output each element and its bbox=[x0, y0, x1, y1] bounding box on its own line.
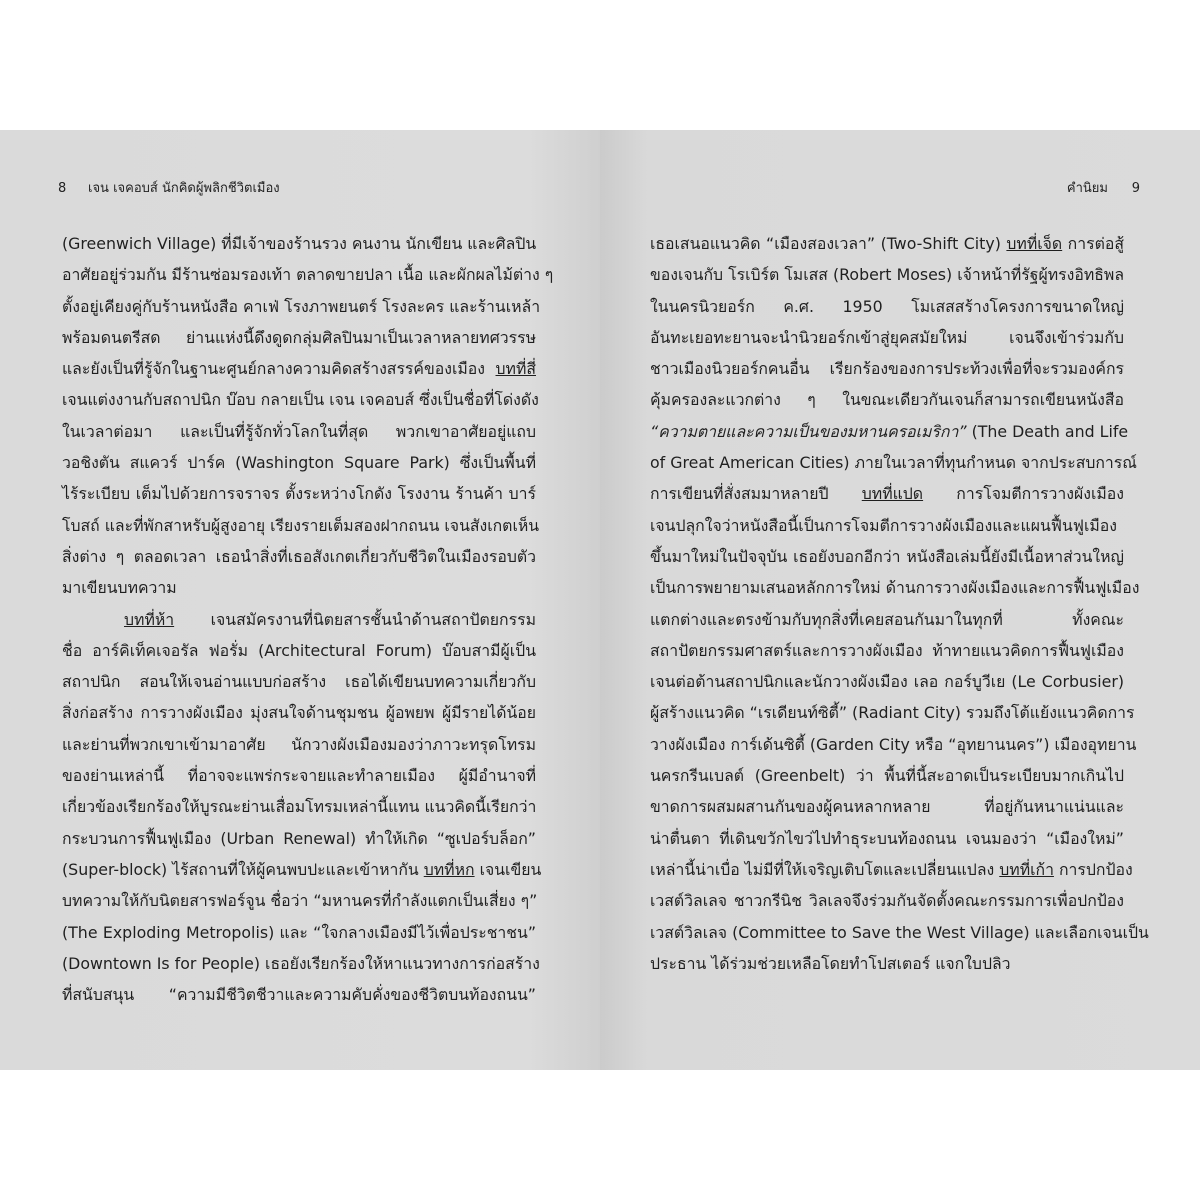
text-line bbox=[650, 353, 1124, 384]
text-line bbox=[650, 291, 1124, 322]
text-run: (The Death and Life bbox=[966, 421, 1129, 441]
text-line bbox=[62, 823, 536, 854]
text-line bbox=[62, 572, 536, 603]
right-running-header bbox=[1067, 177, 1140, 198]
right-page bbox=[600, 130, 1200, 1070]
text-run: ผู้สร้างแนวคิด “เรเดียนท์ซิตี้” (Radiant City) รวมถึงโต้แย้งแนวคิดการ bbox=[650, 703, 1135, 723]
text-run: (Downtown Is for People) เธอยังเรียกร้องให้หาแนวทางการก่อสร้าง bbox=[62, 953, 540, 973]
text-run: ชื่อ อาร์คิเท็คเจอรัล ฟอรั่ม (Architectural Forum) บ๊อบสามีผู้เป็น bbox=[62, 640, 536, 660]
text-line bbox=[650, 917, 1149, 948]
text-run: กระบวนการฟื้นฟูเมือง (Urban Renewal) ทำให้เกิด “ซูเปอร์บล็อก” bbox=[62, 828, 536, 848]
text-run: ชาวเมืองนิวยอร์กคนอื่น เรียกร้องของการประท้วงเพื่อที่จะรวมองค์กร bbox=[650, 359, 1124, 379]
text-line bbox=[62, 979, 536, 1010]
text-line bbox=[650, 666, 1124, 697]
text-run: ในเวลาต่อมา และเป็นที่รู้จักทั่วโลกในที่สุด พวกเขาอาศัยอยู่แถบ bbox=[62, 421, 536, 441]
text-line bbox=[62, 917, 536, 948]
text-run: ในนครนิวยอร์ก ค.ศ. 1950 โมเสสสร้างโครงการขนาดใหญ่ bbox=[650, 296, 1124, 316]
text-line bbox=[650, 854, 1133, 885]
chapter-reference: บทที่หก bbox=[423, 859, 475, 879]
text-run: มาเขียนบทความ bbox=[62, 578, 177, 598]
text-line bbox=[62, 760, 536, 791]
text-run: บทความให้กับนิตยสารฟอร์จูน ชื่อว่า “มหานครที่กำลังแตกเป็นเสี่ยง ๆ” bbox=[62, 891, 538, 911]
text-line bbox=[650, 478, 1124, 509]
text-line bbox=[650, 760, 1124, 791]
text-line bbox=[62, 791, 536, 822]
text-run: ที่สนับสนุน “ความมีชีวิตชีวาและความคับคั่งของชีวิตบนท้องถนน” bbox=[62, 985, 536, 1005]
text-line bbox=[62, 948, 540, 979]
text-line bbox=[650, 541, 1124, 572]
text-line bbox=[62, 322, 536, 353]
text-line bbox=[650, 322, 1124, 353]
text-run: ประธาน ได้ร่วมช่วยเหลือโดยทำโปสเตอร์ แจกใบปลิว bbox=[650, 953, 1011, 973]
text-run: สถาปัตยกรรมศาสตร์และการวางผังเมือง ท้าทายแนวคิดการฟื้นฟูเมือง bbox=[650, 640, 1124, 660]
text-run: ของย่านเหล่านี้ ที่อาจจะแพร่กระจายและทำลายเมือง ผู้มีอำนาจที่ bbox=[62, 766, 536, 786]
text-run: เจนปลุกใจว่าหนังสือนี้เป็นการโจมตีการวางผังเมืองและแผนฟื้นฟูเมือง bbox=[650, 515, 1117, 535]
text-run: น่าตื่นตา ที่เดินขวักไขว่ไปทำธุระบนท้องถนน เจนมองว่า “เมืองใหม่” bbox=[650, 828, 1124, 848]
text-run: เหล่านี้น่าเบื่อ ไม่มีที่ให้เจริญเติบโตและเปลี่ยนแปลง bbox=[650, 859, 1000, 879]
text-run: อันทะเยอทะยานจะนำนิวยอร์กเข้าสู่ยุคสมัยใหม่ เจนจึงเข้าร่วมกับ bbox=[650, 327, 1124, 347]
text-run: (Super-block) ไร้สถานที่ให้ผู้คนพบปะและเข้าหากัน bbox=[62, 859, 424, 879]
text-run: วางผังเมือง การ์เด้นซิตี้ (Garden City หรือ “อุทยานนคร”) เมืองอุทยาน bbox=[650, 734, 1137, 754]
text-line bbox=[62, 697, 536, 728]
text-run: ขาดการผสมผสานกันของผู้คนหลากหลาย ที่อยู่กันหนาแน่นและ bbox=[650, 797, 1124, 817]
text-line bbox=[650, 885, 1124, 916]
chapter-reference: บทที่เจ็ด bbox=[1006, 234, 1063, 253]
text-run: ไร้ระเบียบ เต็มไปด้วยการจราจร ตั้งระหว่างโกดัง โรงงาน ร้านค้า บาร์ bbox=[62, 484, 536, 504]
text-run: การต่อสู้ bbox=[1062, 234, 1124, 253]
left-running-header bbox=[58, 177, 280, 198]
text-run: เวสต์วิลเลจ ชาวกรีนิช วิลเลจจึงร่วมกันจัดตั้งคณะกรรมการเพื่อปกป้อง bbox=[650, 891, 1124, 911]
text-run: การเขียนที่สั่งสมมาหลายปี bbox=[650, 484, 862, 504]
text-run: of Great American Cities) ภายในเวลาที่ทุนกำหนด จากประสบการณ์ bbox=[650, 453, 1137, 473]
text-run: เวสต์วิลเลจ (Committee to Save the West Village) และเลือกเจนเป็น bbox=[650, 922, 1149, 942]
right-header-title: คำนิยม bbox=[1066, 181, 1108, 196]
text-line bbox=[650, 572, 1140, 603]
text-run: คุ้มครองละแวกต่าง ๆ ในขณะเดียวกันเจนก็สามารถเขียนหนังสือ bbox=[650, 390, 1124, 410]
right-page-number: 9 bbox=[1131, 181, 1140, 196]
text-run: เกี่ยวข้องเรียกร้องให้บูรณะย่านเสื่อมโทรมเหล่านี้แทน แนวคิดนี้เรียกว่า bbox=[62, 797, 537, 817]
text-line bbox=[650, 510, 1124, 541]
text-run: วอชิงตัน สแควร์ ปาร์ค (Washington Square Park) ซึ่งเป็นพื้นที่ bbox=[62, 453, 536, 473]
text-run: สิ่งต่าง ๆ ตลอดเวลา เธอนำสิ่งที่เธอสังเกตเกี่ยวกับชีวิตในเมืองรอบตัว bbox=[62, 546, 536, 566]
text-run: การโจมตีการวางผังเมือง bbox=[923, 484, 1124, 504]
left-body-text bbox=[62, 228, 554, 1010]
text-line bbox=[62, 228, 536, 259]
text-line bbox=[62, 510, 540, 541]
left-page-number: 8 bbox=[58, 181, 67, 196]
left-page bbox=[0, 130, 600, 1070]
text-run: เจนต่อต้านสถาปนิกและนักวางผังเมือง เลอ กอร์บูวีเย (Le Corbusier) bbox=[650, 672, 1124, 692]
text-run: ตั้งอยู่เคียงคู่กับร้านหนังสือ คาเฟ่ โรงภาพยนตร์ โรงละคร และร้านเหล้า bbox=[62, 296, 541, 316]
text-line bbox=[650, 384, 1124, 415]
left-header-title: เจน เจคอบส์ นักคิดผู้พลิกชีวิตเมือง bbox=[88, 181, 280, 196]
text-line bbox=[62, 885, 536, 916]
text-line bbox=[650, 259, 1124, 290]
text-run: และย่านที่พวกเขาเข้ามาอาศัย นักวางผังเมืองมองว่าภาวะทรุดโทรม bbox=[62, 734, 536, 754]
text-run: (The Exploding Metropolis) และ “ใจกลางเมืองมีไว้เพื่อประชาชน” bbox=[62, 922, 536, 942]
text-run: สถาปนิก สอนให้เจนอ่านแบบก่อสร้าง เธอได้เขียนบทความเกี่ยวกับ bbox=[62, 672, 536, 692]
text-line bbox=[650, 416, 1129, 447]
text-run: การปกป้อง bbox=[1053, 859, 1133, 879]
text-line bbox=[62, 291, 541, 322]
text-run: ของเจนกับ โรเบิร์ต โมเสส (Robert Moses) เจ้าหน้าที่รัฐผู้ทรงอิทธิพล bbox=[650, 265, 1124, 285]
text-line bbox=[650, 823, 1124, 854]
text-run: (Greenwich Village) ที่มีเจ้าของร้านรวง คนงาน นักเขียน และศิลปิน bbox=[62, 234, 537, 253]
text-run: อาศัยอยู่ร่วมกัน มีร้านซ่อมรองเท้า ตลาดขายปลา เนื้อ และผักผลไม้ต่าง ๆ bbox=[62, 265, 554, 285]
text-run: โบสถ์ และที่พักสาหรับผู้สูงอายุ เรียงรายเต็มสองฝากถนน เจนสังเกตเห็น bbox=[62, 515, 540, 535]
text-line bbox=[62, 541, 536, 572]
text-run: สิ่งก่อสร้าง การวางผังเมือง มุ่งสนใจด้านชุมชน ผู้อพยพ ผู้มีรายได้น้อย bbox=[62, 703, 536, 723]
text-line bbox=[62, 416, 536, 447]
text-line bbox=[650, 635, 1124, 666]
chapter-reference: บทที่สี่ bbox=[495, 359, 536, 379]
text-line bbox=[62, 854, 542, 885]
text-run: และยังเป็นที่รู้จักในฐานะศูนย์กลางความคิดสร้างสรรค์ของเมือง bbox=[62, 359, 496, 379]
chapter-reference: บทที่เก้า bbox=[999, 859, 1054, 879]
text-line bbox=[62, 259, 554, 290]
text-line bbox=[62, 635, 536, 666]
text-line bbox=[650, 604, 1124, 635]
text-line bbox=[62, 666, 536, 697]
text-line bbox=[650, 948, 1124, 979]
text-run: เธอเสนอแนวคิด “เมืองสองเวลา” (Two-Shift City) bbox=[650, 234, 1007, 253]
chapter-reference: บทที่แปด bbox=[861, 484, 924, 504]
text-run: เป็นการพยายามเสนอหลักการใหม่ ด้านการวางผังเมืองและการฟื้นฟูเมือง bbox=[650, 578, 1140, 598]
book-title: “ความตายและความเป็นของมหานครอเมริกา” bbox=[650, 421, 967, 441]
text-line bbox=[62, 478, 536, 509]
text-run: แตกต่างและตรงข้ามกับทุกสิ่งที่เคยสอนกันมาในทุกที่ ทั้งคณะ bbox=[650, 609, 1124, 629]
chapter-reference: บทที่ห้า bbox=[124, 609, 175, 629]
text-run: เจนแต่งงานกับสถาปนิก บ๊อบ กลายเป็น เจน เจคอบส์ ซึ่งเป็นชื่อที่โด่งดัง bbox=[62, 390, 539, 410]
text-run: พร้อมดนตรีสด ย่านแห่งนี้ดึงดูดกลุ่มศิลปินมาเป็นเวลาหลายทศวรรษ bbox=[62, 327, 536, 347]
text-line bbox=[650, 729, 1137, 760]
text-run: ขึ้นมาใหม่ในปัจจุบัน เธอยังบอกอีกว่า หนังสือเล่มนี้ยังมีเนื้อหาส่วนใหญ่ bbox=[650, 546, 1124, 566]
text-line bbox=[650, 791, 1124, 822]
text-line bbox=[62, 604, 536, 635]
text-line bbox=[62, 447, 536, 478]
text-line bbox=[62, 729, 536, 760]
text-line bbox=[62, 353, 536, 384]
right-body-text bbox=[650, 228, 1149, 979]
text-line bbox=[650, 228, 1124, 259]
text-run: นครกรีนเบลต์ (Greenbelt) ว่า พื้นที่นี้สะอาดเป็นระเบียบมากเกินไป bbox=[650, 766, 1124, 786]
text-run: เจนสมัครงานที่นิตยสารชั้นนำด้านสถาปัตยกรรม bbox=[174, 609, 536, 629]
text-line bbox=[650, 447, 1137, 478]
book-spread bbox=[0, 130, 1200, 1070]
text-line bbox=[62, 384, 539, 415]
text-line bbox=[650, 697, 1135, 728]
text-run: เจนเขียน bbox=[474, 859, 542, 879]
